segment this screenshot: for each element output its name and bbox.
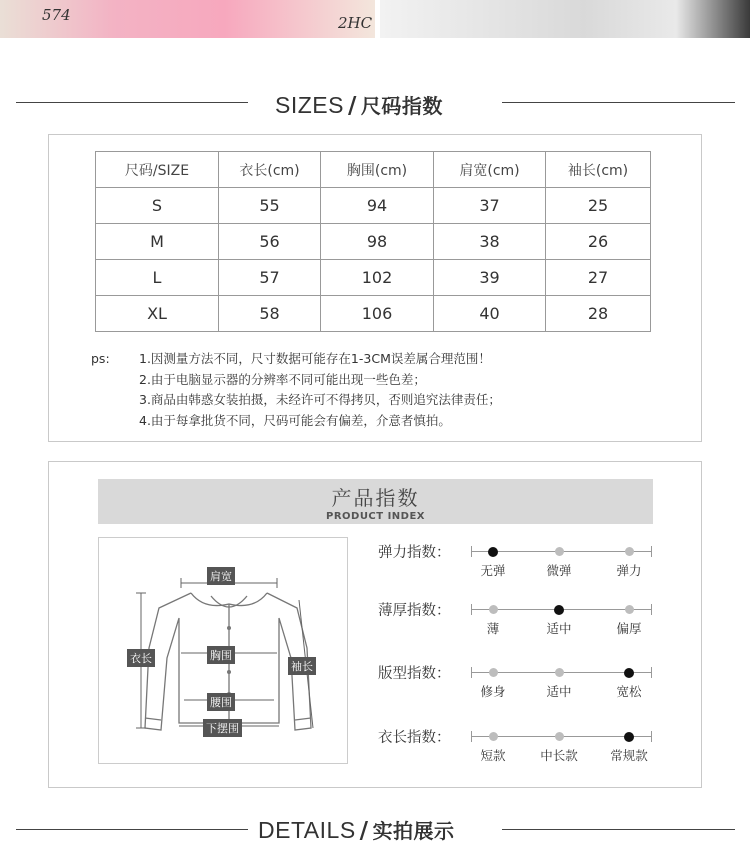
index-option-label: 适中 xyxy=(546,684,572,699)
index-dot xyxy=(555,732,564,741)
product-photo-left xyxy=(0,0,375,38)
size-table-cell: 38 xyxy=(434,224,546,260)
index-option-label: 修身 xyxy=(480,684,506,699)
index-dot-selected xyxy=(488,547,498,557)
index-option-label: 短款 xyxy=(480,748,506,763)
photo-note-right: 2HC xyxy=(338,14,373,32)
divider-line xyxy=(502,102,735,103)
index-dot xyxy=(625,605,634,614)
index-dot-selected xyxy=(624,668,634,678)
sizes-title-en: SIZES xyxy=(275,92,344,118)
size-table-cell: 57 xyxy=(219,260,321,296)
note-line: 2.由于电脑显示器的分辨率不同可能出现一些色差； xyxy=(139,371,426,387)
size-table-cell: S xyxy=(96,188,219,224)
index-label: 衣长指数： xyxy=(378,730,451,746)
size-table-cell: 26 xyxy=(546,224,651,260)
index-option-label: 常规款 xyxy=(610,748,648,763)
photo-note-left: 574 xyxy=(42,6,71,24)
size-table-header-cell: 袖长(cm) xyxy=(546,152,651,188)
label-garment-length: 衣长 xyxy=(127,649,155,667)
garment-measurement-diagram xyxy=(98,537,348,764)
index-option-label: 无弹 xyxy=(480,563,506,578)
index-scale-end xyxy=(471,546,472,557)
table-row xyxy=(96,188,651,224)
size-table-cell: 98 xyxy=(321,224,434,260)
index-option-label: 中长款 xyxy=(540,748,578,763)
index-option-label: 适中 xyxy=(546,621,572,636)
size-table-header-cell: 胸围(cm) xyxy=(321,152,434,188)
index-option-label: 偏厚 xyxy=(616,621,642,636)
size-table-cell: 106 xyxy=(321,296,434,332)
note-line: 4.由于每拿批货不同，尺码可能会有偏差，介意者慎拍。 xyxy=(139,412,451,428)
table-row xyxy=(96,224,651,260)
note-line: 1.因测量方法不同，尺寸数据可能存在1-3CM误差属合理范围！ xyxy=(139,351,491,366)
index-dot xyxy=(489,732,498,741)
index-scale-end xyxy=(471,667,472,678)
details-title-en: DETAILS xyxy=(258,817,356,843)
size-table-cell: 39 xyxy=(434,260,546,296)
label-sleeve-length: 袖长 xyxy=(288,657,316,675)
size-table-cell: 102 xyxy=(321,260,434,296)
size-table-header-cell: 衣长(cm) xyxy=(219,152,321,188)
size-table-cell: XL xyxy=(96,296,219,332)
size-table-cell: 55 xyxy=(219,188,321,224)
details-section-title xyxy=(258,815,455,844)
size-table-cell: 56 xyxy=(219,224,321,260)
size-table-cell: 25 xyxy=(546,188,651,224)
product-photo-right xyxy=(338,0,750,38)
index-option-label: 微弹 xyxy=(546,563,572,578)
index-dot xyxy=(555,547,564,556)
index-option-label: 薄 xyxy=(486,621,500,636)
product-index-header xyxy=(98,479,653,524)
index-scale-end xyxy=(651,667,652,678)
size-notes xyxy=(139,349,659,431)
size-table-cell: 27 xyxy=(546,260,651,296)
details-title-separator: / xyxy=(359,818,369,844)
divider-line xyxy=(16,829,248,830)
size-table-cell: 28 xyxy=(546,296,651,332)
sizes-title-separator: / xyxy=(347,93,357,119)
index-dot xyxy=(489,668,498,677)
note-line: 3.商品由韩惑女装拍摄，未经许可不得拷贝，否则追究法律责任； xyxy=(139,392,501,407)
index-label: 版型指数： xyxy=(378,666,451,682)
index-scale-end xyxy=(651,731,652,742)
size-table-cell: 94 xyxy=(321,188,434,224)
label-shoulder-width: 肩宽 xyxy=(207,567,235,585)
index-label: 薄厚指数： xyxy=(378,603,451,619)
product-index-title-en: PRODUCT INDEX xyxy=(325,511,426,522)
size-table-cell: 40 xyxy=(434,296,546,332)
size-table-cell: 58 xyxy=(219,296,321,332)
size-table-header-cell: 尺码/SIZE xyxy=(96,152,219,188)
divider-line xyxy=(16,102,248,103)
index-label: 弹力指数： xyxy=(378,545,451,561)
size-table-cell: M xyxy=(96,224,219,260)
index-scale-end xyxy=(651,546,652,557)
ps-label: ps: xyxy=(91,351,110,366)
table-row xyxy=(96,260,651,296)
size-table xyxy=(95,151,651,332)
index-dot-selected xyxy=(624,732,634,742)
index-scale-end xyxy=(651,604,652,615)
details-title-cn: 实拍展示 xyxy=(372,819,455,843)
index-scale-end xyxy=(471,604,472,615)
size-table-header-cell: 肩宽(cm) xyxy=(434,152,546,188)
sizes-section-title xyxy=(275,90,443,119)
divider-line xyxy=(502,829,735,830)
size-table-header-row xyxy=(96,152,651,188)
label-hem: 下摆围 xyxy=(203,719,242,737)
label-waist: 腰围 xyxy=(207,693,235,711)
product-index-title-cn: 产品指数 xyxy=(331,486,420,510)
size-table-cell: L xyxy=(96,260,219,296)
index-option-label: 弹力 xyxy=(616,563,642,578)
index-dot xyxy=(625,547,634,556)
table-row xyxy=(96,296,651,332)
label-chest: 胸围 xyxy=(207,646,235,664)
index-option-label: 宽松 xyxy=(616,684,642,699)
size-table-cell: 37 xyxy=(434,188,546,224)
index-scale-end xyxy=(471,731,472,742)
index-dot xyxy=(489,605,498,614)
index-dot xyxy=(555,668,564,677)
sizes-title-cn: 尺码指数 xyxy=(360,94,443,118)
index-dot-selected xyxy=(554,605,564,615)
